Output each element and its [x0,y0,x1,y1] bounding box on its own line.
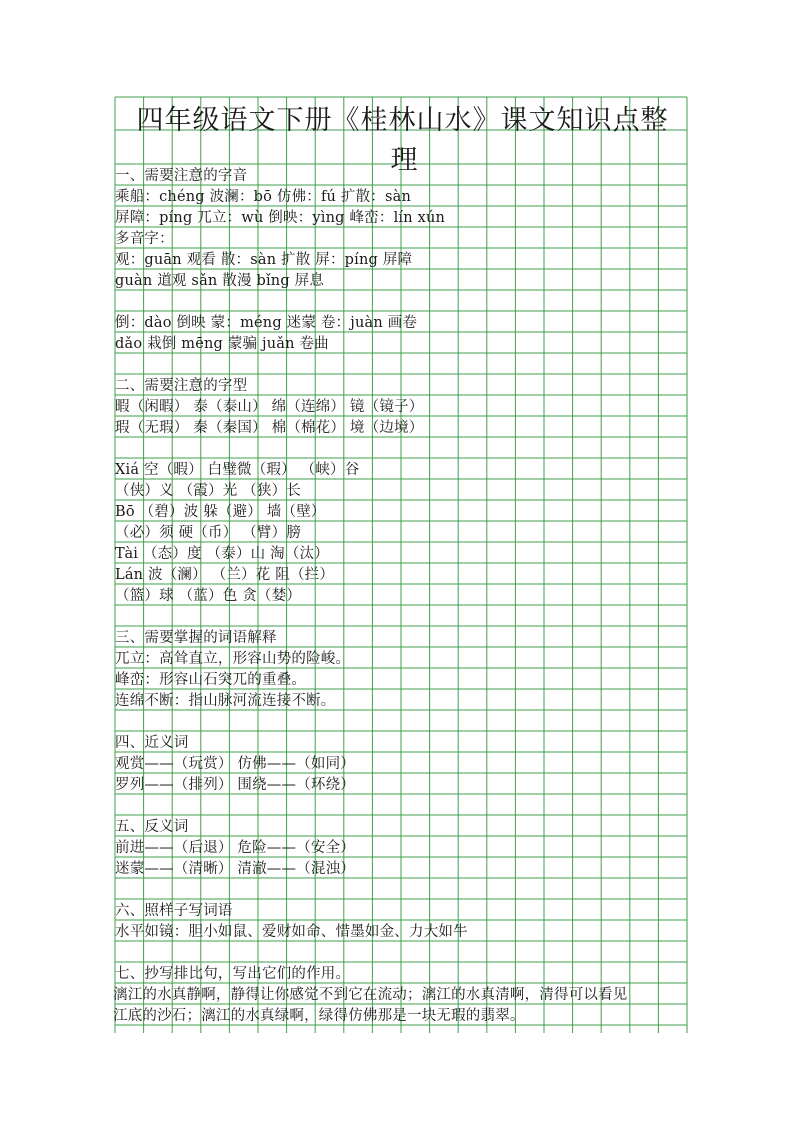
section-6-line: 水平如镜：胆小如鼠、爱财如命、惜墨如金、力大如牛 [115,924,468,940]
section-3-heading: 三、需要掌握的词语解释 [115,630,277,646]
section-5-line: 迷蒙——（清晰） 清澈——（混浊） [115,861,356,877]
section-2-line: （必）须 硬（币） （臂）膀 [115,525,302,541]
section-3-line: 兀立：高耸直立，形容山势的险峻。 [115,651,351,667]
section-3-line: 连绵不断：指山脉河流连接不断。 [115,693,336,709]
section-7-line: 江底的沙石；漓江的水真绿啊，绿得仿佛那是一块无瑕的翡翠。 [113,1008,525,1024]
section-3-line: 峰峦：形容山石突兀的重叠。 [115,672,307,688]
section-2-heading: 二、需要注意的字型 [115,378,248,394]
section-1-line: dǎo 栽倒 mēng 蒙骗 juǎn 卷曲 [115,336,329,352]
section-5-heading: 五、反义词 [115,819,189,835]
section-1-line: 观：guān 观看 散：sàn 扩散 屏：píng 屏障 [115,252,413,268]
section-1-heading: 一、需要注意的字音 [115,168,248,184]
section-5-line: 前进——（后退） 危险——（安全） [115,840,356,856]
section-2-line: Lán 波（澜） （兰）花 阻（拦） [115,567,335,583]
section-2-line: Xiá 空（暇） 白璧微（瑕） （峡）谷 [115,462,360,478]
section-2-line: 瑕（无瑕） 秦（秦国） 棉（棉花） 境（边境） [115,420,424,436]
section-1-line: 乘船：chéng 波澜：bō 仿佛：fú 扩散：sàn [115,189,412,205]
section-1-line: guàn 道观 sǎn 散漫 bǐng 屏息 [115,273,325,289]
section-1-line: 屏障：píng 兀立：wù 倒映：yìng 峰峦：lín xún [115,210,446,226]
section-4-heading: 四、近义词 [115,735,189,751]
section-6-heading: 六、照样子写词语 [115,903,233,919]
section-7-line: 漓江的水真静啊，静得让你感觉不到它在流动；漓江的水真清啊，清得可以看见 [113,987,628,1003]
section-2-line: （篮）球 （蓝）色 贪（婪） [115,588,302,604]
section-2-line: Bō （碧）波 躲（避） 墙（壁） [115,504,326,520]
section-1-line: 倒：dào 倒映 蒙：méng 迷蒙 卷：juàn 画卷 [115,315,418,331]
section-4-line: 罗列——（排列） 围绕——（环绕） [115,777,356,793]
section-2-line: 暇（闲暇） 泰（泰山） 绵（连绵） 镜（镜子） [115,399,424,415]
section-2-line: Tài （态）度 （泰）山 淘（汰） [115,546,329,562]
section-4-line: 观赏——（玩赏） 仿佛——（如同） [115,756,356,772]
page-title: 四年级语文下册《桂林山水》课文知识点整 [136,105,669,136]
section-2-line: （侠）义 （霞）光 （狭）长 [115,483,302,499]
page-title-continued: 理 [390,145,419,176]
section-1-line: 多音字： [115,231,174,247]
section-7-heading: 七、抄写排比句，写出它们的作用。 [115,966,351,982]
